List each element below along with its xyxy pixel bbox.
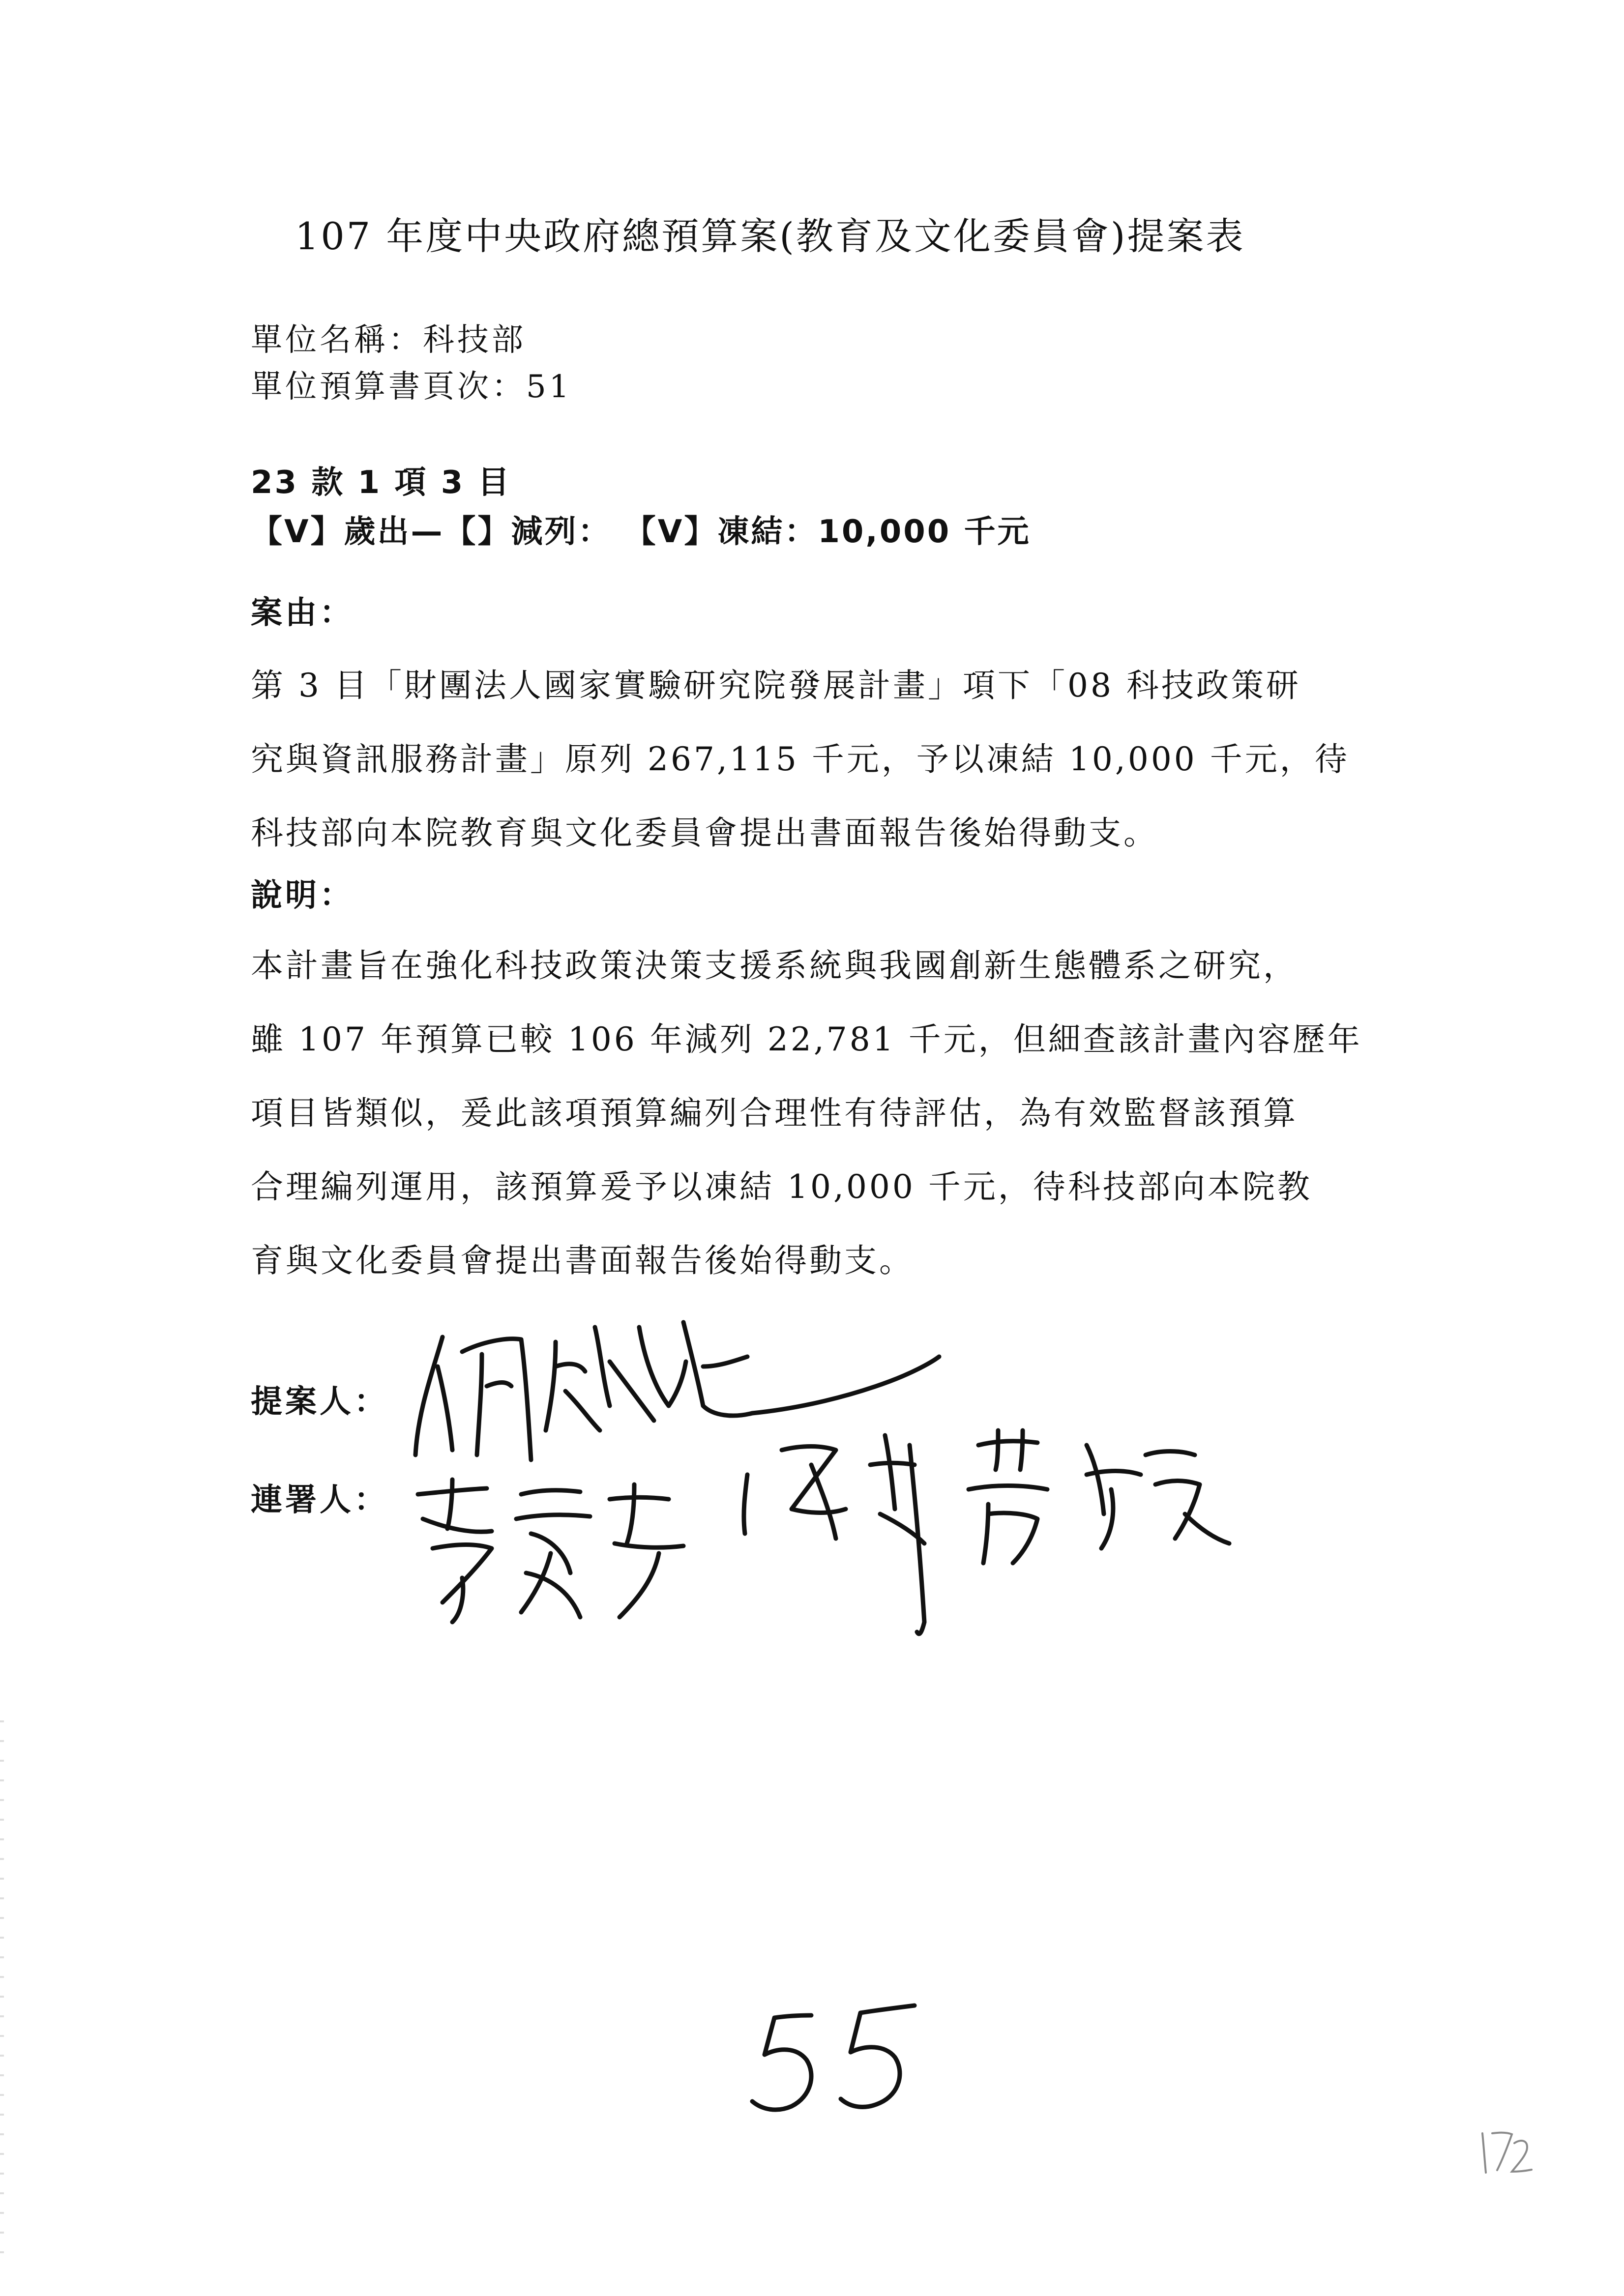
reason-line: 第 3 目「財團法人國家實驗研究院發展計畫」項下「08 科技政策研 xyxy=(251,667,1301,704)
cosigner-signature xyxy=(403,1475,698,1632)
proposer-label: 提案人： xyxy=(251,1384,388,1420)
corner-handwritten-mark xyxy=(1475,2123,1534,2178)
reason-line: 究與資訊服務計畫」原列 267,115 千元，予以凍結 10,000 千元，待 xyxy=(251,740,1350,778)
unit-budget-page: 單位預算書頁次：51 xyxy=(251,369,572,405)
explanation-line: 合理編列運用，該預算爰予以凍結 10,000 千元，待科技部向本院教 xyxy=(251,1168,1312,1206)
reason-label: 案由： xyxy=(251,595,354,631)
document-title: 107 年度中央政府總預算案(教育及文化委員會)提案表 xyxy=(295,214,1245,258)
handwritten-page-number xyxy=(738,1996,934,2123)
explanation-label: 說明： xyxy=(251,877,354,914)
explanation-line: 育與文化委員會提出書面報告後始得動支。 xyxy=(251,1242,914,1279)
explanation-paragraph xyxy=(251,929,1431,1298)
cosigner-label: 連署人： xyxy=(251,1482,388,1518)
explanation-line: 本計畫旨在強化科技政策決策支援系統與我國創新生態體系之研究， xyxy=(251,947,1298,985)
scan-edge-artifact xyxy=(0,1720,4,2261)
cosigner-signature xyxy=(723,1416,1244,1661)
budget-item-code: 23 款 1 項 3 目 xyxy=(251,465,511,501)
explanation-line: 項目皆類似，爰此該項預算編列合理性有待評估，為有效監督該預算 xyxy=(251,1094,1298,1132)
explanation-line: 雖 107 年預算已較 106 年減列 22,781 千元，但細查該計畫內容歷年 xyxy=(251,1020,1362,1058)
reason-line: 科技部向本院教育與文化委員會提出書面報告後始得動支。 xyxy=(251,814,1158,852)
unit-name: 單位名稱：科技部 xyxy=(251,322,526,358)
budget-action-line: 【V】歲出—【】減列： 【V】凍結：10,000 千元 xyxy=(251,514,1031,550)
reason-paragraph xyxy=(251,649,1431,870)
